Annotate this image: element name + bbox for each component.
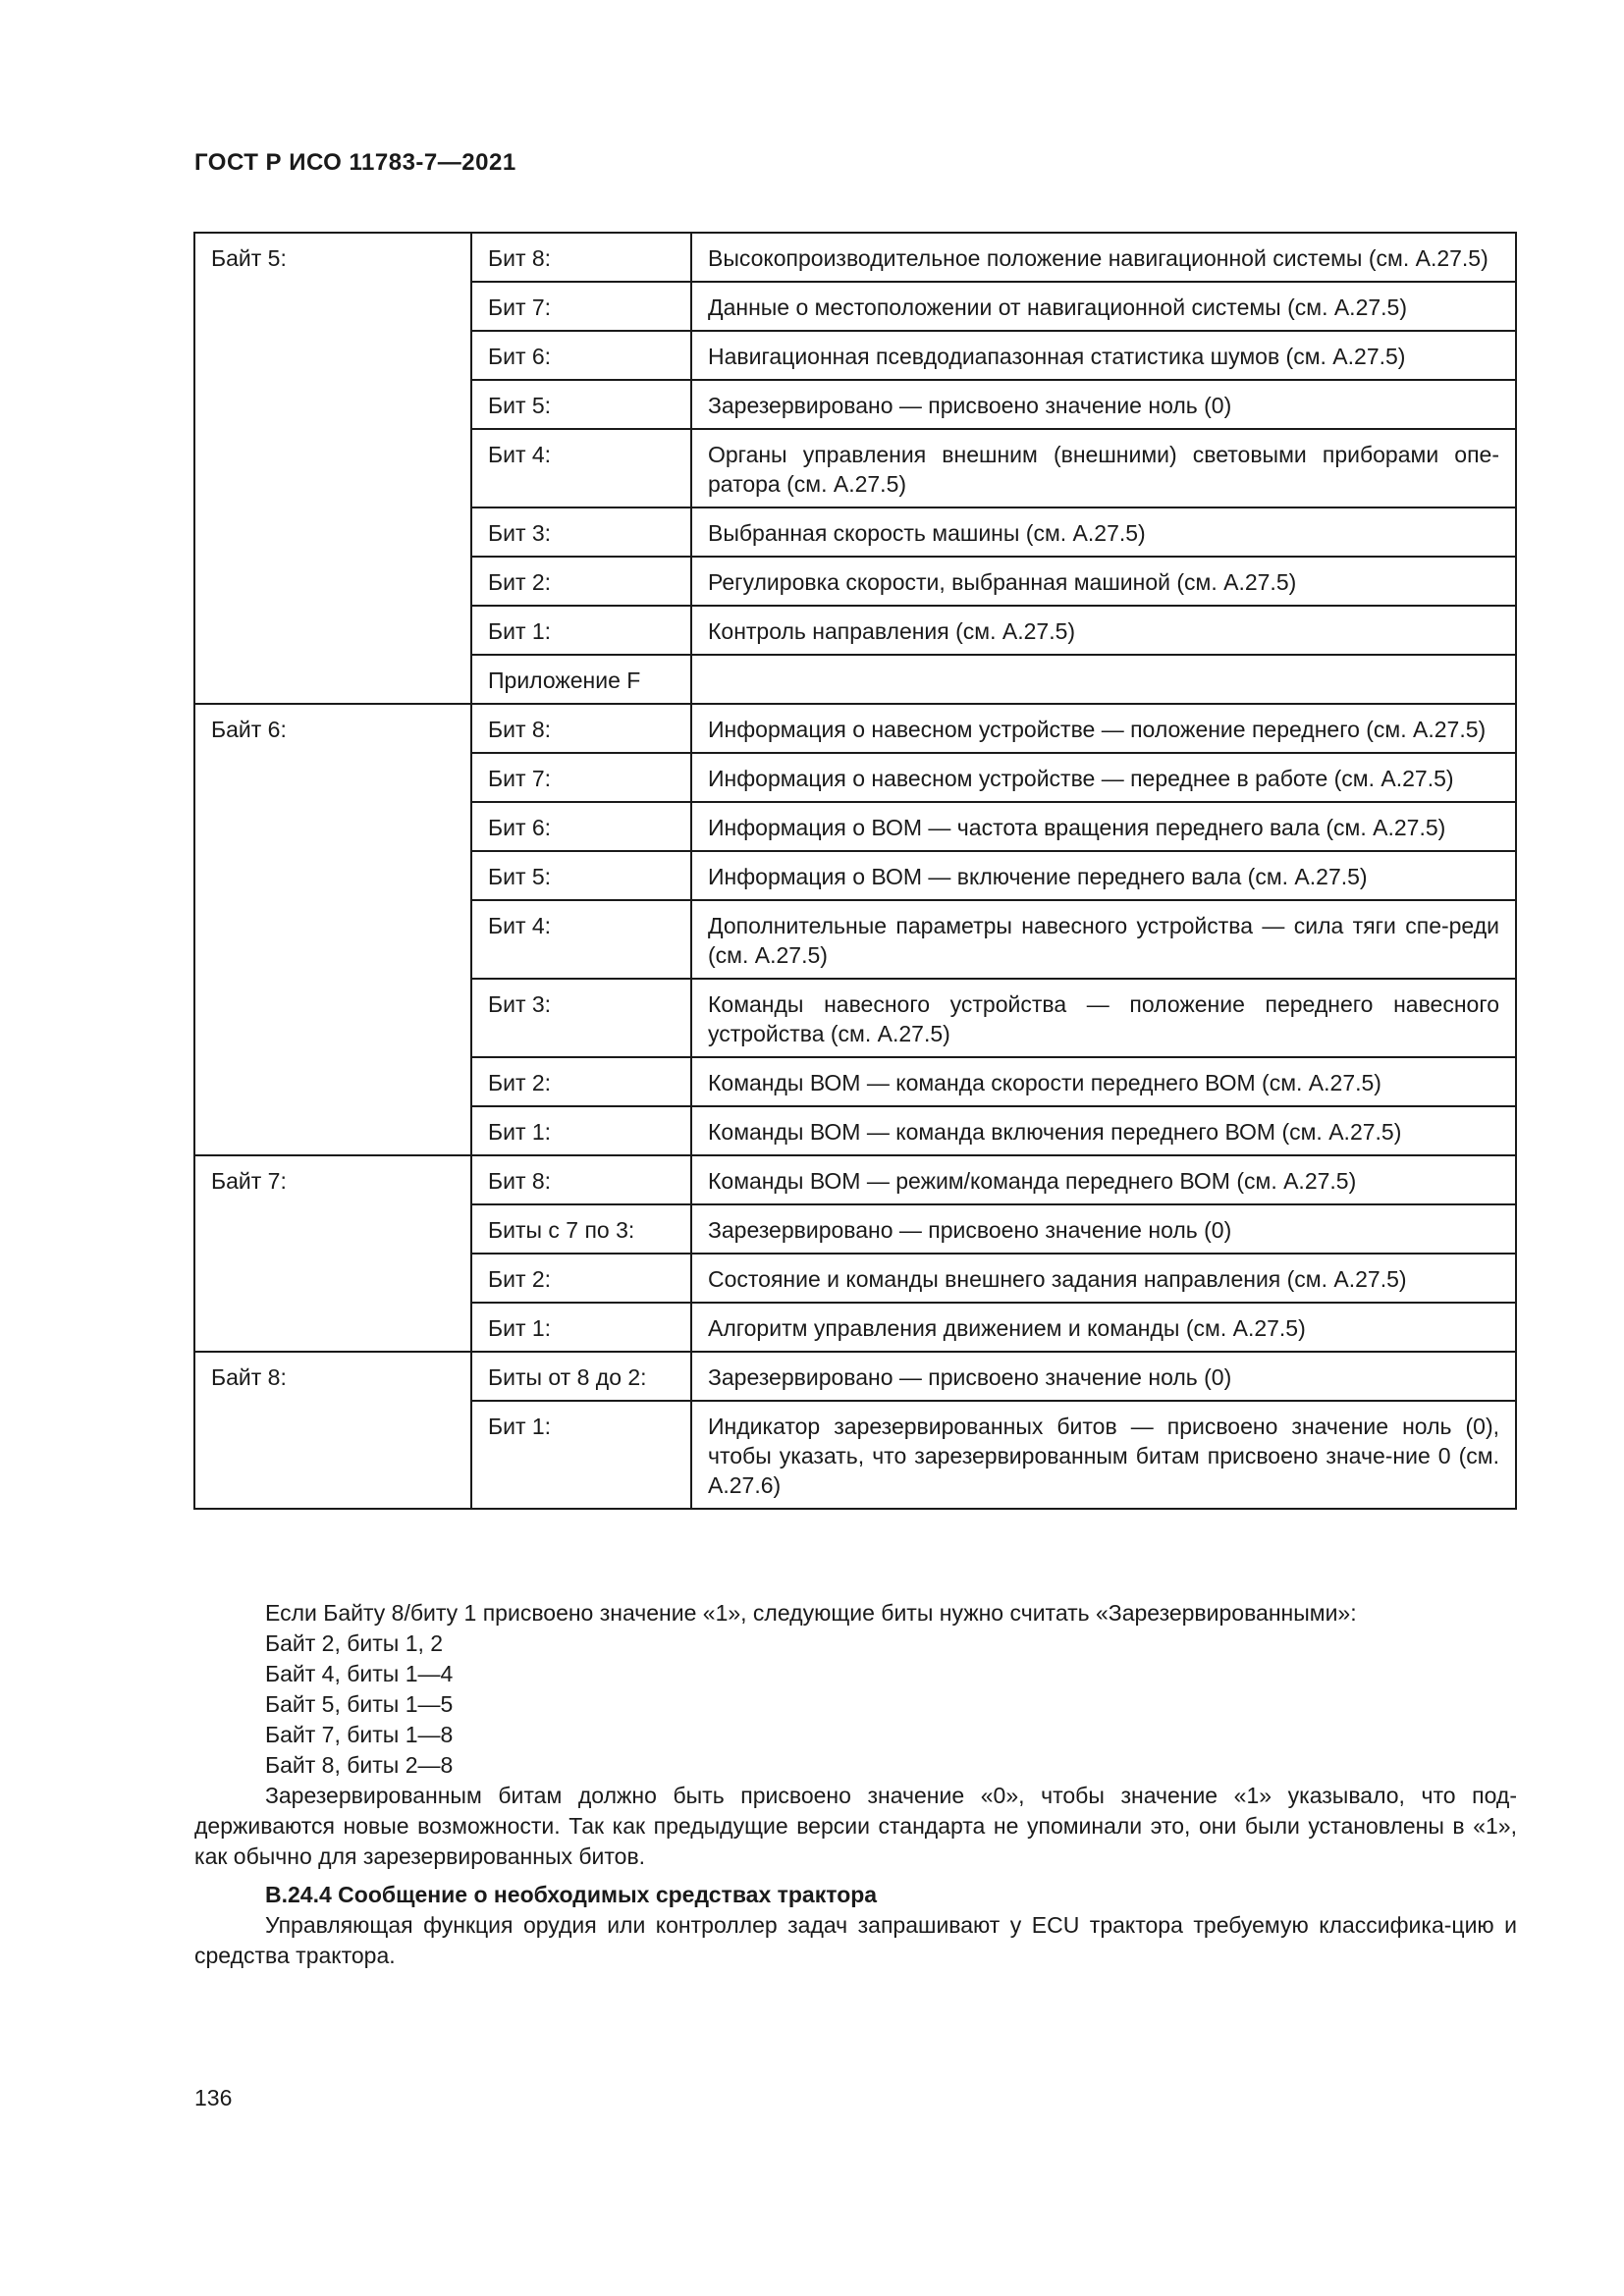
byte-cell: Байт 5: bbox=[194, 233, 471, 704]
description-cell: Индикатор зарезервированных битов — присвоено значение ноль (0), чтобы указать, что зарезервированным битам присвоено значе-ние 0 (см. А.27.6) bbox=[691, 1401, 1516, 1509]
description-cell: Команды ВОМ — режим/команда переднего ВОМ (см. А.27.5) bbox=[691, 1155, 1516, 1204]
bit-cell: Бит 2: bbox=[471, 557, 691, 606]
section-paragraph: Управляющая функция орудия или контроллер задач запрашивают у ECU трактора требуемую классифика-цию и средства трактора. bbox=[194, 1912, 1517, 1968]
bit-cell: Бит 2: bbox=[471, 1057, 691, 1106]
table-row bbox=[194, 1155, 1516, 1204]
description-cell: Данные о местоположении от навигационной системы (см. А.27.5) bbox=[691, 282, 1516, 331]
description-cell: Выбранная скорость машины (см. А.27.5) bbox=[691, 507, 1516, 557]
bit-cell: Бит 6: bbox=[471, 331, 691, 380]
bit-cell: Биты от 8 до 2: bbox=[471, 1352, 691, 1401]
section-heading: В.24.4 Сообщение о необходимых средствах трактора bbox=[265, 1882, 878, 1907]
bit-cell: Бит 1: bbox=[471, 1401, 691, 1509]
body-text bbox=[194, 1598, 1517, 1971]
description-cell: Контроль направления (см. А.27.5) bbox=[691, 606, 1516, 655]
bit-cell: Бит 4: bbox=[471, 429, 691, 507]
description-cell: Зарезервировано — присвоено значение ноль (0) bbox=[691, 380, 1516, 429]
bit-cell: Бит 2: bbox=[471, 1254, 691, 1303]
description-cell: Информация о навесном устройстве — переднее в работе (см. А.27.5) bbox=[691, 753, 1516, 802]
bit-cell: Бит 8: bbox=[471, 704, 691, 753]
description-cell: Команды ВОМ — команда скорости переднего ВОМ (см. А.27.5) bbox=[691, 1057, 1516, 1106]
bit-cell: Бит 7: bbox=[471, 753, 691, 802]
bit-cell: Бит 3: bbox=[471, 507, 691, 557]
description-cell: Навигационная псевдодиапазонная статистика шумов (см. А.27.5) bbox=[691, 331, 1516, 380]
table-row bbox=[194, 233, 1516, 282]
description-cell: Органы управления внешним (внешними) световыми приборами опе-ратора (см. А.27.5) bbox=[691, 429, 1516, 507]
description-cell: Информация о навесном устройстве — положение переднего (см. А.27.5) bbox=[691, 704, 1516, 753]
bit-cell: Бит 6: bbox=[471, 802, 691, 851]
table-row bbox=[194, 1352, 1516, 1401]
byte-cell: Байт 7: bbox=[194, 1155, 471, 1352]
document-header: ГОСТ Р ИСО 11783-7—2021 bbox=[194, 149, 516, 176]
bit-definition-table bbox=[193, 232, 1517, 1510]
reserved-list-item: Байт 2, биты 1, 2 bbox=[265, 1630, 444, 1656]
description-cell: Состояние и команды внешнего задания направления (см. А.27.5) bbox=[691, 1254, 1516, 1303]
description-cell: Информация о ВОМ — частота вращения переднего вала (см. А.27.5) bbox=[691, 802, 1516, 851]
bit-cell: Бит 5: bbox=[471, 380, 691, 429]
bit-cell: Бит 5: bbox=[471, 851, 691, 900]
bit-cell: Бит 1: bbox=[471, 606, 691, 655]
description-cell: Зарезервировано — присвоено значение ноль (0) bbox=[691, 1204, 1516, 1254]
description-cell: Высокопроизводительное положение навигационной системы (см. А.27.5) bbox=[691, 233, 1516, 282]
reserved-list-item: Байт 5, биты 1—5 bbox=[265, 1691, 454, 1717]
reserved-intro: Если Байту 8/биту 1 присвоено значение «1», следующие биты нужно считать «Зарезервированными»: bbox=[265, 1600, 1357, 1626]
bit-cell: Приложение F bbox=[471, 655, 691, 704]
description-cell: Команды ВОМ — команда включения переднего ВОМ (см. А.27.5) bbox=[691, 1106, 1516, 1155]
bit-cell: Бит 1: bbox=[471, 1106, 691, 1155]
description-cell: Алгоритм управления движением и команды (см. А.27.5) bbox=[691, 1303, 1516, 1352]
description-cell: Регулировка скорости, выбранная машиной (см. А.27.5) bbox=[691, 557, 1516, 606]
reserved-list-item: Байт 8, биты 2—8 bbox=[265, 1752, 454, 1778]
description-cell: Зарезервировано — присвоено значение ноль (0) bbox=[691, 1352, 1516, 1401]
bit-cell: Биты с 7 по 3: bbox=[471, 1204, 691, 1254]
reserved-paragraph: Зарезервированным битам должно быть присвоено значение «0», чтобы значение «1» указывало, что под-держиваются новые возможности. Так как предыдущие версии стандарта не упоминали это, они были установлены в «1», как обычно для зарезервированных битов. bbox=[194, 1783, 1517, 1869]
reserved-list-item: Байт 7, биты 1—8 bbox=[265, 1722, 454, 1747]
bit-cell: Бит 1: bbox=[471, 1303, 691, 1352]
bit-cell: Бит 4: bbox=[471, 900, 691, 979]
reserved-list-item: Байт 4, биты 1—4 bbox=[265, 1661, 454, 1686]
bit-cell: Бит 7: bbox=[471, 282, 691, 331]
description-cell bbox=[691, 655, 1516, 704]
table-row bbox=[194, 704, 1516, 753]
page-number: 136 bbox=[194, 2085, 233, 2110]
description-cell: Команды навесного устройства — положение переднего навесного устройства (см. А.27.5) bbox=[691, 979, 1516, 1057]
byte-cell: Байт 6: bbox=[194, 704, 471, 1155]
byte-cell: Байт 8: bbox=[194, 1352, 471, 1509]
bit-cell: Бит 3: bbox=[471, 979, 691, 1057]
bit-cell: Бит 8: bbox=[471, 233, 691, 282]
bit-cell: Бит 8: bbox=[471, 1155, 691, 1204]
description-cell: Информация о ВОМ — включение переднего вала (см. А.27.5) bbox=[691, 851, 1516, 900]
description-cell: Дополнительные параметры навесного устройства — сила тяги спе-реди (см. А.27.5) bbox=[691, 900, 1516, 979]
